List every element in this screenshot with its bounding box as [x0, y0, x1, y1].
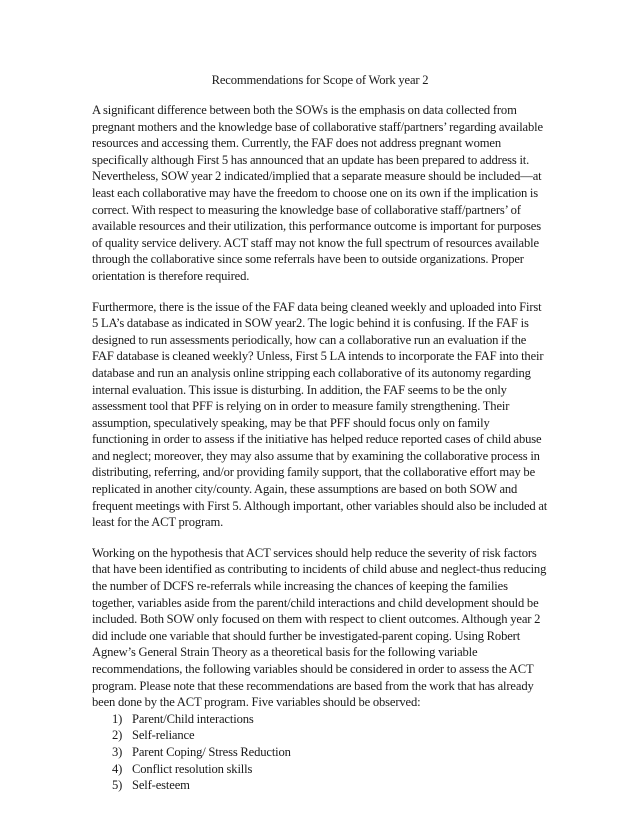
document-body: [92, 72, 548, 794]
paragraph-1: A significant difference between both the SOWs is the emphasis on data collected from pregnant mothers and the knowledge base of collaborative staff/partners’ regarding available resources and accessing them. Currently, the FAF does not address pregnant women specifically although First 5 has announced that an update has been prepared to address it. Nevertheless, SOW year 2 indicated/implied that a separate measure should be included—at least each collaborative may have the freedom to choose one on its own if the implication is correct. With respect to measuring the knowledge base of collaborative staff/partners’ of available resources and their utilization, this performance outcome is important for purposes of quality service delivery. ACT staff may not know the full spectrum of resources available through the collaborative since some referrals have been to outside organizations. Proper orientation is therefore required.: [92, 103, 543, 283]
list-item-text: Parent/Child interactions: [132, 711, 254, 726]
paragraph-3: Working on the hypothesis that ACT services should help reduce the severity of risk factors that have been identified as contributing to incidents of child abuse and neglect-thus reducing the number of DCFS re-referrals while increasing the chances of keeping the families together, variables aside from the parent/child interactions and child development should be included. Both SOW only focused on them with respect to client outcomes. Although year 2 did include one variable that should further be investigated-parent coping. Using Robert Agnew’s General Strain Theory as a theoretical basis for the following variable recommendations, the following variables should be considered in order to assess the ACT program. Please note that these recommendations are based from the work that has already been done by the ACT program. Five variables should be observed:: [92, 545, 547, 710]
paragraph-2: Furthermore, there is the issue of the FAF data being cleaned weekly and uploaded into First 5 LA’s database as indicated in SOW year2. The logic behind it is confusing. If the FAF is designed to run assessments periodically, how can a collaborative run an evaluation if the FAF database is cleaned weekly? Unless, First 5 LA intends to incorporate the FAF into their database and run an analysis online stripping each collaborative of its autonomy regarding internal evaluation. This issue is disturbing. In addition, the FAF seems to be the only assessment tool that PFF is relying on in order to measure family strengthening. Their assumption, speculatively speaking, may be that PFF should focus only on family functioning in order to assess if the initiative has helped reduce reported cases of child abuse and neglect; moreover, they may also assume that by examining the collaborative process in distributing, referring, and/or providing family support, that the collaborative effort may be replicated in another city/county. Again, these assumptions are based on both SOW and frequent meetings with First 5. Although important, other variables should also be included at least for the ACT program.: [92, 299, 548, 530]
list-item-number: 4): [112, 761, 123, 776]
list-item-text: Self-esteem: [132, 778, 190, 793]
list-item-number: 2): [112, 728, 123, 743]
variables-list: [92, 711, 548, 794]
document-title: Recommendations for Scope of Work year 2: [211, 73, 429, 87]
list-item: [92, 761, 548, 778]
list-item-number: 1): [112, 711, 123, 726]
list-item-number: 5): [112, 778, 123, 793]
list-item: [92, 777, 548, 794]
list-item: [92, 727, 548, 744]
list-item-text: Parent Coping/ Stress Reduction: [132, 744, 291, 759]
list-item-number: 3): [112, 744, 123, 759]
list-item: [92, 744, 548, 761]
list-item-text: Self-reliance: [132, 728, 195, 743]
list-item: [92, 711, 548, 728]
list-item-text: Conflict resolution skills: [132, 761, 253, 776]
